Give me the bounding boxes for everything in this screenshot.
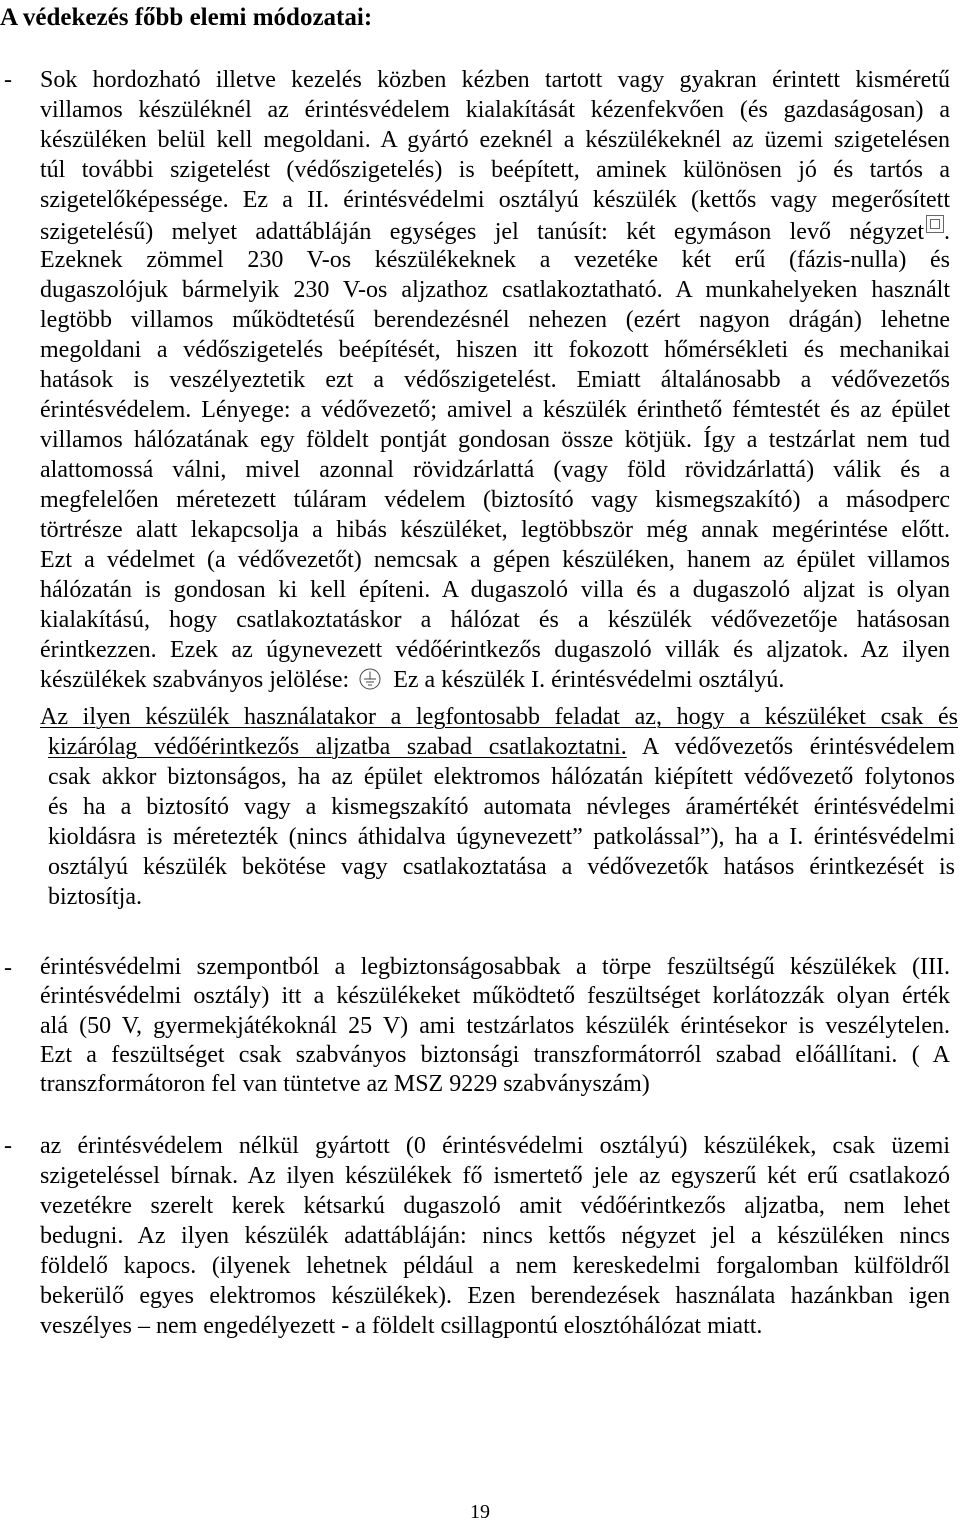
text-segment: szigetelésű) melyet adattábláján egységes jel tanúsít: két egymáson levő négyzet — [40, 219, 924, 245]
list-bullet: - — [4, 67, 12, 93]
text-line: hálózatán is gondosan ki kell építeni. A dugaszoló villa és a dugaszoló aljzat is olyan — [40, 577, 950, 603]
double-square-icon — [926, 215, 944, 233]
text-line: szigeteléssel bírnak. Az ilyen készülékek fő ismertető jele az egyszerű két erű csatlakozó — [40, 1163, 950, 1189]
text-segment: készülékek szabványos jelölése: — [40, 667, 350, 693]
list-bullet: - — [4, 955, 12, 981]
text-line: szigetelőképessége. Ez a II. érintésvédelmi osztályú készülék (kettős vagy megerősített — [40, 187, 950, 213]
text-line: érintésvédelmi osztály) itt a készülékeket működtető feszültséget korlátozzák olyan érték — [40, 983, 950, 1010]
text-line: vezetékre szerelt kerek kétsarkú dugaszoló amit védőérintkezős aljzatba, nem lehet — [40, 1193, 950, 1219]
text-line — [48, 732, 955, 762]
text-line: alattomossá válni, mivel azonnal rövidzárlattá (vagy föld rövidzárlattá) válik és a — [40, 457, 950, 483]
list-bullet: - — [4, 1133, 12, 1159]
text-line: villamos készüléknél az érintésvédelem kialakítását kézenfekvően (és gazdaságosan) a — [40, 97, 950, 123]
text-line: kioldásra is méretezték (nincs áthidalva úgynevezett” patkolással”), ha a I. érintésvédelmi — [48, 824, 955, 850]
text-line: dugaszolójuk bármelyik 230 V-os aljzathoz csatlakoztatható. A munkahelyeken használt — [40, 277, 950, 303]
text-line: biztosítja. — [48, 884, 142, 910]
text-line: az érintésvédelem nélkül gyártott (0 érintésvédelmi osztályú) készülékek, csak üzemi — [40, 1133, 950, 1159]
list-item-text — [40, 1131, 950, 1341]
text-line: megfelelően méretezett túláram védelem (biztosító vagy kismegszakító) a másodperc — [40, 487, 950, 513]
list-item-text — [40, 953, 950, 1099]
list-item-text — [40, 65, 950, 695]
text-line: Ezt a védelmet (a védővezetőt) nemcsak a gépen készüléken, hanem az épület villamos — [40, 547, 950, 573]
text-line: túl további szigetelést (védőszigetelés) is beépített, aminek különösen jó és tartós a — [40, 157, 950, 183]
text-line: földelő kapocs. (ilyenek lehetnek például a nem kereskedelmi forgalomban külföldről — [40, 1253, 950, 1279]
text-line: Sok hordozható illetve kezelés közben kézben tartott vagy gyakran érintett kisméretű — [40, 67, 950, 93]
text-line: csak akkor biztonságos, ha az épület elektromos hálózatán kiépített védővezető folytonos — [48, 764, 955, 790]
page-title: A védekezés főbb elemi módozatai: — [0, 4, 373, 31]
warning-paragraph-text — [40, 702, 958, 912]
text-line: és ha a biztosító vagy a kismegszakító automata névleges áramértékét érintésvédelmi — [48, 794, 955, 820]
text-line: bekerülő egyes elektromos készülékek). Ezen berendezések használata hazánkban igen — [40, 1283, 950, 1309]
page-number: 19 — [470, 1501, 490, 1523]
protective-earth-icon — [359, 668, 381, 690]
text-line: villamos hálózatának egy földelt pontját gondosan össze kötjük. Így a testzárlat nem tud — [40, 427, 950, 453]
text-line: osztályú készülék bekötése vagy csatlakoztatása a védővezetők hatásos érintkezését is — [48, 854, 955, 880]
text-segment: Ez a készülék I. érintésvédelmi osztályú. — [393, 667, 785, 693]
text-line: kialakítású, hogy csatlakoztatáskor a hálózat és a készülék védővezetője hatásosan — [40, 607, 950, 633]
text-line: készüléken belül kell megoldani. A gyártó ezeknél a készülékeknél az üzemi szigetelésen — [40, 127, 950, 153]
text-line: veszélyes – nem engedélyezett - a földelt csillagpontú elosztóhálózat miatt. — [40, 1313, 763, 1339]
text-line — [40, 665, 950, 695]
text-line: Ezeknek zömmel 230 V-os készülékeknek a vezetéke két erű (fázis-nulla) és — [40, 247, 950, 273]
text-line: megoldani a védőszigetelés beépítését, hiszen itt fokozott hőmérsékleti és mechanikai — [40, 337, 950, 363]
text-line: Ezt a feszültséget csak szabványos biztonsági transzformátorról szabad előállítani. ( A — [40, 1041, 950, 1068]
text-segment: A védővezetős érintésvédelem — [641, 734, 955, 760]
text-line: transzformátoron fel van tüntetve az MSZ 9229 szabványszám) — [40, 1071, 650, 1098]
text-line: bedugni. Az ilyen készülék adattábláján: nincs kettős négyzet jel a készüléken nincs — [40, 1223, 950, 1249]
underlined-text-line: Az ilyen készülék használatakor a legfontosabb feladat az, hogy a készüléket csak és — [40, 704, 958, 730]
text-line: érintésvédelem. Lényege: a védővezető; amivel a készülék érinthető fémtestét és az épület — [40, 397, 950, 423]
text-line — [40, 215, 950, 245]
text-line: hatások is veszélyeztetik ezt a védőszigetelést. Emiatt általánosabb a védővezetős — [40, 367, 950, 393]
underlined-text-segment: kizárólag védőérintkezős aljzatba szabad csatlakoztatni. — [48, 734, 627, 760]
text-line: legtöbb villamos működtetésű berendezésnél nehezen (ezért nagyon drágán) lehetne — [40, 307, 950, 333]
text-line: érintésvédelmi szempontból a legbiztonságosabbak a törpe feszültségű készülékek (III. — [40, 954, 950, 980]
text-line: törtrésze alatt lekapcsolja a hibás készüléket, legtöbbször még annak megérintése előtt. — [40, 517, 950, 543]
text-line: alá (50 V, gyermekjátékoknál 25 V) ami testzárlatos készülék érintésekor is veszélytelen. — [40, 1012, 950, 1039]
text-line: érintkezzen. Ezek az úgynevezett védőérintkezős dugaszoló villák és aljzatok. Az ilyen — [40, 637, 950, 663]
text-segment: . — [944, 219, 950, 245]
